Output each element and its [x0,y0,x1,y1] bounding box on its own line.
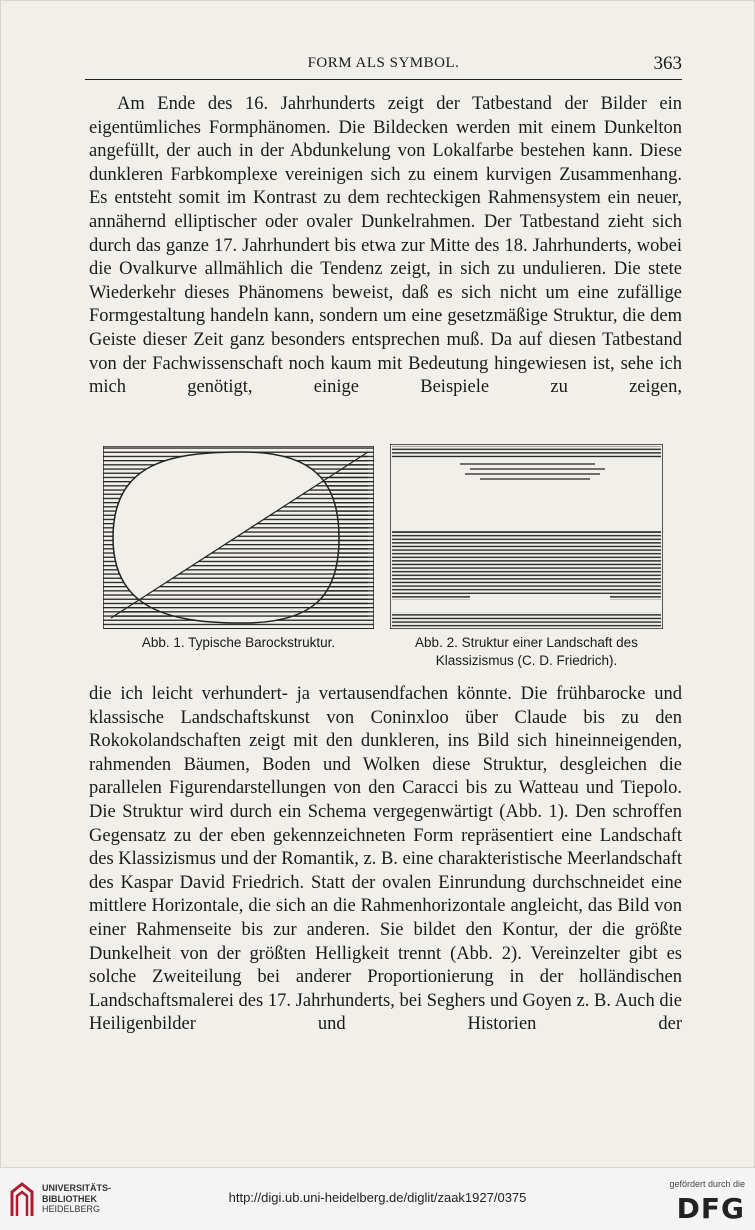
body-paragraph-2: die ich leicht verhundert- ja vertausendfachen könnte. Die frühbarocke und klassische Landschaftskunst von Coninxloo über Claude bis zu den Rokokolandschaften zeigt mit den dunkleren, ins Bild sich hineinneigenden, rahmenden Bäumen, Boden und Wolken diese Struktur, desgleichen die parallelen Figurendarstellungen von den Caracci bis zu Watteau und Tiepolo. Die Struktur wird durch ein Schema vergegenwärtigt (Abb. 1). Den schroffen Gegensatz zu der eben gekennzeichneten Form repräsentiert eine Landschaft des Klassizismus und der Romantik, z. B. eine charakteristische Meerlandschaft des Kaspar David Friedrich. Statt der ovalen Einrundung durchschneidet eine mittlere Horizontale, die sich an die Rahmenhorizontale angleicht, das Bild von einer Rahmenseite bis zur anderen. Sie bildet den Kontur, der die größte Dunkelheit von der größten Helligkeit trennt (Abb. 2). Vereinzelter gibt es solche Zweiteilung bei anderer Proportionierung in der holländischen Landschaftsmalerei des 17. Jahrhunderts, bei Seghers und Goyen z. B. Auch die Heiligenbilder und Historien der [89,684,682,1035]
figure-1-caption: Abb. 1. Typische Barockstruktur. [141,635,336,650]
permalink-url[interactable]: http://digi.ub.uni-heidelberg.de/diglit/zaak1927/0375 [228,1190,527,1205]
page-header [85,53,682,80]
library-name-line-2: BIBLIOTHEK [42,1193,97,1204]
figure-2-classicist-structure [390,444,663,629]
figure-2-caption-line-2: Klassizismus (C. D. Friedrich). [435,653,618,668]
figure-2-caption [390,634,663,670]
page-number: 363 [653,53,682,74]
figure-1-baroque-structure [103,446,374,629]
figure-2-caption-line-1: Abb. 2. Struktur einer Landschaft des [415,635,638,650]
library-name-line-1: UNIVERSITÄTS- [42,1183,112,1193]
dfg-logo-icon[interactable]: DFG [676,1192,745,1225]
running-title: FORM ALS SYMBOL. [307,55,460,71]
body-paragraph-1: Am Ende des 16. Jahrhunderts zeigt der Tatbestand der Bilder ein eigentümliches Formphänomen. Die Bildecken werden mit einem Dunkelton angefüllt, der auch in der Abdunkelung von Lokalfarbe bestehen kann. Diese dunkleren Farbkomplexe vereinigen sich zu einem kurvigen Zusammenhang. Es entsteht somit im Kontrast zu dem rechteckigen Rahmensystem ein neuer, annähernd elliptischer oder ovaler Dunkelrahmen. Der Tatbestand zieht sich durch das ganze 17. Jahrhundert bis etwa zur Mitte des 18. Jahrhunderts, wobei die Ovalkurve allmählich die Tendenz zeigt, in sich zu undulieren. Die stete Wiederkehr dieses Phänomens beweist, daß es sich nicht um eine zufällige Formgestaltung handeln kann, sondern um eine gesetzmäßige Struktur, die dem Geiste dieser Zeit ganz besonders entsprechen muß. Da auf diesen Tatbestand von der Fachwissenschaft noch kaum mit Bedeutung hingewiesen ist, sehe ich mich genötigt, einige Beispiele zu zeigen, [89,94,682,398]
library-name-line-3: HEIDELBERG [42,1204,101,1214]
funding-note: gefördert durch die [669,1179,745,1189]
viewer-footer [0,1168,755,1230]
